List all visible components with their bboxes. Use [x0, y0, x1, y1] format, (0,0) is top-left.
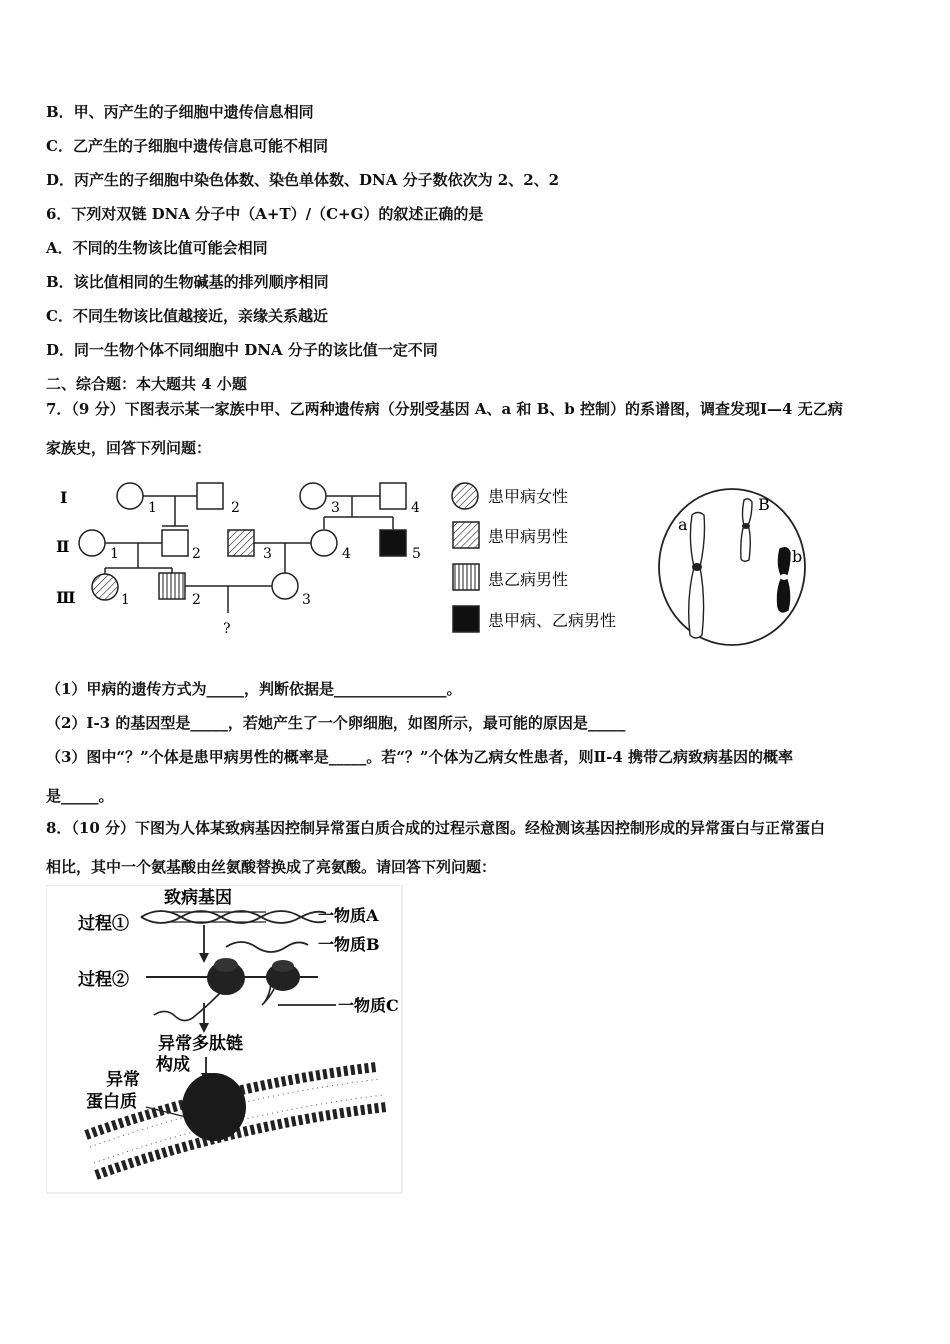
- protein-synthesis-figure: [46, 885, 406, 1197]
- label-substance-b: 一物质B: [318, 935, 380, 954]
- id-i3: 3: [331, 500, 340, 516]
- chromosome-label-a: a: [678, 515, 688, 534]
- individual-i4: [380, 483, 406, 509]
- individual-i1: [117, 483, 143, 509]
- pedigree-figure: [50, 470, 630, 645]
- q5-option-d: D．丙产生的子细胞中染色体数、染色单体数、DNA 分子数依次为 2、2、2: [46, 171, 560, 189]
- individual-ii5: [380, 530, 406, 556]
- label-gene: 致病基因: [164, 888, 232, 908]
- legend-label-1: 患甲病男性: [488, 527, 569, 546]
- label-compose: 构成: [156, 1055, 190, 1075]
- individual-iii2: [159, 573, 185, 599]
- q7-stem-line1: 7．（9 分）下图表示某一家族中甲、乙两种遗传病（分别受基因 A、a 和 B、b 控制）的系谱图，调查发现Ⅰ—4 无乙病: [46, 400, 843, 418]
- q7-sub2: （2）Ⅰ-3 的基因型是_____，若她产生了一个卵细胞，如图所示，最可能的原因是_____: [46, 714, 626, 732]
- generation-label-iii: Ⅲ: [56, 588, 76, 607]
- legend-symbol-affected-male-ab: [453, 606, 479, 632]
- q8-stem-line2: 相比，其中一个氨基酸由丝氨酸替换成了亮氨酸。请回答下列问题：: [46, 858, 497, 876]
- q6-stem: 6．下列对双链 DNA 分子中（A+T）/（C+G）的叙述正确的是: [46, 205, 484, 223]
- q7-sub3-line2: 是_____。: [46, 787, 114, 805]
- q7-sub1: （1）甲病的遗传方式为_____，判断依据是_______________。: [46, 680, 462, 698]
- label-substance-c: 一物质C: [338, 996, 399, 1015]
- q6-option-b: B．该比值相同的生物碱基的排列顺序相同: [46, 273, 329, 291]
- individual-i3: [300, 483, 326, 509]
- id-ii5: 5: [412, 546, 421, 562]
- id-iii1: 1: [121, 592, 130, 608]
- chromosome-label-b-upper: B: [758, 495, 770, 514]
- individual-iii3: [272, 573, 298, 599]
- q6-option-c: C．不同生物该比值越接近，亲缘关系越近: [46, 307, 328, 325]
- legend-label-0: 患甲病女性: [488, 487, 569, 506]
- label-abnormal-peptide: 异常多肽链: [158, 1034, 243, 1054]
- individual-ii3: [228, 530, 254, 556]
- unknown-individual: ?: [223, 621, 231, 637]
- id-iii2: 2: [192, 592, 201, 608]
- legend-label-3: 患甲病、乙病男性: [488, 611, 617, 630]
- label-substance-a: 一物质A: [318, 906, 379, 925]
- id-ii1: 1: [110, 546, 119, 562]
- id-i1: 1: [148, 500, 157, 516]
- individual-ii1: [79, 530, 105, 556]
- individual-ii4: [311, 530, 337, 556]
- generation-label-ii: Ⅱ: [56, 537, 70, 556]
- label-process-2: 过程②: [78, 970, 129, 990]
- legend-symbol-affected-male-a: [453, 522, 479, 548]
- id-i4: 4: [411, 500, 420, 516]
- individual-iii1: [92, 574, 118, 600]
- individual-ii2: [162, 530, 188, 556]
- q6-option-a: A．不同的生物该比值可能会相同: [46, 239, 268, 257]
- id-ii3: 3: [263, 546, 272, 562]
- legend-symbol-affected-male-b: [453, 564, 479, 590]
- abnormal-protein: [182, 1073, 246, 1141]
- generation-label-i: Ⅰ: [60, 488, 68, 507]
- q8-stem-line1: 8．（10 分）下图为人体某致病基因控制异常蛋白质合成的过程示意图。经检测该基因控制形成的异常蛋白与正常蛋白: [46, 819, 826, 837]
- legend-symbol-affected-female-a: [452, 483, 478, 509]
- q7-sub3-line1: （3）图中“？”个体是患甲病男性的概率是_____。若“？”个体为乙病女性患者，则Ⅱ-4 携带乙病致病基因的概率: [46, 748, 793, 766]
- label-process-1: 过程①: [78, 914, 129, 934]
- label-protein-line1: 异常: [106, 1070, 140, 1090]
- egg-cell-figure: [654, 485, 814, 650]
- legend-label-2: 患乙病男性: [488, 570, 569, 589]
- id-ii4: 4: [342, 546, 351, 562]
- chromosome-label-b-lower: b: [792, 547, 803, 566]
- id-ii2: 2: [192, 546, 201, 562]
- q5-option-b: B．甲、丙产生的子细胞中遗传信息相同: [46, 103, 314, 121]
- label-protein-line2: 蛋白质: [86, 1092, 137, 1112]
- q6-option-d: D．同一生物个体不同细胞中 DNA 分子的该比值一定不同: [46, 341, 438, 359]
- q5-option-c: C．乙产生的子细胞中遗传信息可能不相同: [46, 137, 328, 155]
- id-iii3: 3: [302, 592, 311, 608]
- id-i2: 2: [231, 500, 240, 516]
- individual-i2: [197, 483, 223, 509]
- section-header: 二、综合题：本大题共 4 小题: [46, 375, 247, 393]
- q7-stem-line2: 家族史，回答下列问题：: [46, 439, 212, 457]
